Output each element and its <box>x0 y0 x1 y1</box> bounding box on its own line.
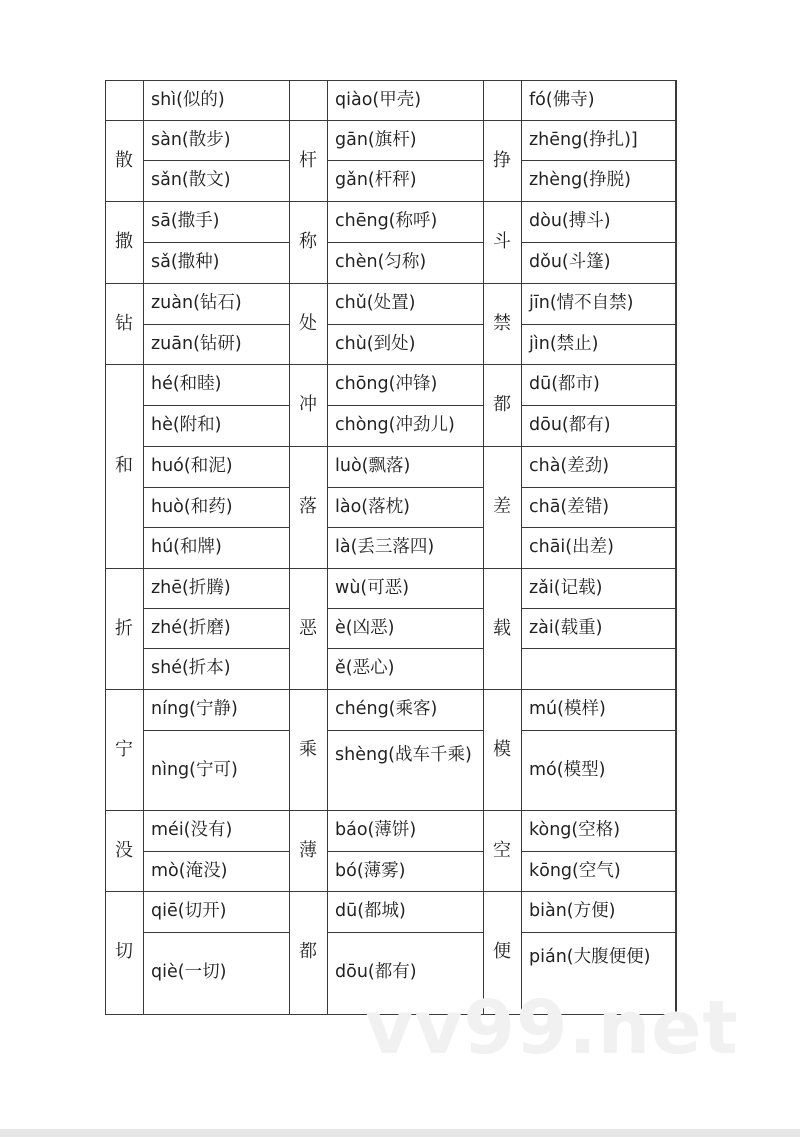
reading-divider <box>521 730 677 731</box>
pronunciation-example: zǎi(记载) <box>529 577 603 598</box>
polyphone-character: 便 <box>493 941 511 963</box>
pronunciation-example: hú(和牌) <box>151 537 222 558</box>
pronunciation-example: mó(模型) <box>529 759 606 780</box>
pronunciation-example: jīn(情不自禁) <box>529 293 634 314</box>
polyphone-character: 称 <box>299 231 317 253</box>
pronunciation-example: sǎn(散文) <box>151 170 231 191</box>
polyphone-character: 空 <box>493 839 511 861</box>
reading-divider <box>521 405 677 406</box>
pronunciation-example: shèng(战车千乘) <box>335 745 472 765</box>
pronunciation-example <box>521 648 676 689</box>
pronunciation-example: hè(附和) <box>151 415 222 436</box>
pronunciation-example: dōu(都有) <box>529 415 611 436</box>
pronunciation-example: chà(差劲) <box>529 456 610 477</box>
reading-divider <box>327 242 484 243</box>
polyphone-character: 挣 <box>493 149 511 171</box>
reading-divider <box>521 932 677 933</box>
polyphone-character: 折 <box>115 617 133 639</box>
pronunciation-example: è(凶恶) <box>335 617 395 638</box>
polyphone-character: 切 <box>115 941 133 963</box>
reading-divider <box>143 242 290 243</box>
reading-divider <box>143 527 290 528</box>
reading-divider <box>521 324 677 325</box>
pronunciation-example: bó(薄雾) <box>335 860 406 881</box>
polyphone-character: 差 <box>493 496 511 518</box>
polyphone-character: 乘 <box>299 738 317 760</box>
reading-divider <box>143 160 290 161</box>
polyphone-character: 和 <box>115 455 133 477</box>
reading-divider <box>143 730 290 731</box>
pronunciation-example: kòng(空格) <box>529 820 621 841</box>
pronunciation-example: fó(佛寺) <box>529 89 595 110</box>
pronunciation-example: chēng(称呼) <box>335 211 438 232</box>
polyphone-character <box>105 80 143 120</box>
pronunciation-example: dǒu(斗篷) <box>529 252 611 273</box>
pronunciation-example: huó(和泥) <box>151 456 233 477</box>
pronunciation-example: là(丢三落四) <box>335 537 435 558</box>
polyphone-character <box>289 80 327 120</box>
pronunciation-example: méi(没有) <box>151 820 233 841</box>
polyphone-character: 处 <box>299 312 317 334</box>
polyphone-character: 宁 <box>115 738 133 760</box>
watermark: vv99.net <box>365 985 739 1071</box>
pronunciation-example: dòu(搏斗) <box>529 211 611 232</box>
pronunciation-example: dōu(都有) <box>335 962 417 983</box>
pronunciation-example: zài(载重) <box>529 617 603 638</box>
reading-divider <box>327 932 484 933</box>
pronunciation-example: hé(和睦) <box>151 374 222 395</box>
pronunciation-example: biàn(方便) <box>529 901 616 922</box>
pronunciation-example: chǔ(处置) <box>335 293 416 314</box>
polyphone-character: 杆 <box>299 149 317 171</box>
polyphone-character: 薄 <box>299 839 317 861</box>
pronunciation-example: chā(差错) <box>529 496 610 517</box>
reading-divider <box>327 324 484 325</box>
reading-divider <box>143 405 290 406</box>
pronunciation-example: qiào(甲壳) <box>335 89 422 110</box>
pronunciation-example: shé(折本) <box>151 658 231 679</box>
pronunciation-example: chù(到处) <box>335 333 416 354</box>
pronunciation-example: lào(落枕) <box>335 496 410 517</box>
pronunciation-example: sā(撒手) <box>151 211 220 232</box>
pronunciation-example: mú(模样) <box>529 699 606 720</box>
pronunciation-example: chéng(乘客) <box>335 699 438 720</box>
polyphone-character: 都 <box>493 394 511 416</box>
polyphone-character: 载 <box>493 617 511 639</box>
reading-divider <box>327 730 484 731</box>
polyphone-character: 冲 <box>299 394 317 416</box>
pronunciation-example: zhé(折磨) <box>151 617 231 638</box>
polyphone-character <box>483 80 521 120</box>
reading-divider <box>327 608 484 609</box>
polyphone-character: 散 <box>115 149 133 171</box>
pronunciation-example: shì(似的) <box>151 89 225 110</box>
reading-divider <box>327 405 484 406</box>
pronunciation-example: qiè(一切) <box>151 962 227 983</box>
pronunciation-example: zhē(折腾) <box>151 577 231 598</box>
pronunciation-example: sàn(散步) <box>151 129 231 150</box>
pronunciation-example: wù(可恶) <box>335 577 410 598</box>
reading-divider <box>327 851 484 852</box>
reading-divider <box>143 932 290 933</box>
pronunciation-example: qiē(切开) <box>151 901 227 922</box>
pronunciation-example: chōng(冲锋) <box>335 374 438 395</box>
pronunciation-example: báo(薄饼) <box>335 820 417 841</box>
reading-divider <box>521 608 677 609</box>
reading-divider <box>521 851 677 852</box>
reading-divider <box>143 851 290 852</box>
reading-divider <box>143 648 290 649</box>
polyphone-character: 落 <box>299 496 317 518</box>
polyphone-character: 撒 <box>115 231 133 253</box>
pronunciation-example: gān(旗杆) <box>335 129 417 150</box>
reading-divider <box>143 487 290 488</box>
reading-divider <box>143 324 290 325</box>
reading-divider <box>143 446 290 447</box>
reading-divider <box>327 160 484 161</box>
reading-divider <box>521 160 677 161</box>
reading-divider <box>143 608 290 609</box>
pronunciation-example: zhèng(挣脱) <box>529 170 631 191</box>
reading-divider <box>521 527 677 528</box>
pronunciation-example: luò(飘落) <box>335 456 411 477</box>
reading-divider <box>327 527 484 528</box>
page-bottom-edge <box>0 1129 800 1137</box>
polyphone-character: 没 <box>115 839 133 861</box>
pronunciation-example: zuān(钻研) <box>151 333 242 354</box>
reading-divider <box>521 487 677 488</box>
pronunciation-example: nìng(宁可) <box>151 759 238 780</box>
pronunciation-example: chòng(冲劲儿) <box>335 415 455 436</box>
polyphone-character: 钻 <box>115 312 133 334</box>
pronunciation-example: níng(宁静) <box>151 699 238 720</box>
pronunciation-example: zuàn(钻石) <box>151 293 242 314</box>
pronunciation-example: sǎ(撒种) <box>151 252 220 273</box>
reading-divider <box>521 648 677 649</box>
polyphone-character: 模 <box>493 738 511 760</box>
pronunciation-example: gǎn(杆秤) <box>335 170 417 191</box>
pronunciation-example: huò(和药) <box>151 496 233 517</box>
pronunciation-example: chāi(出差) <box>529 537 614 558</box>
polyphone-character: 斗 <box>493 231 511 253</box>
polyphone-character: 都 <box>299 941 317 963</box>
polyphone-character: 恶 <box>299 617 317 639</box>
table-vline <box>676 80 677 1015</box>
pronunciation-example: kōng(空气) <box>529 860 621 881</box>
pronunciation-example: zhēng(挣扎)] <box>529 129 638 150</box>
pronunciation-example: jìn(禁止) <box>529 333 599 354</box>
reading-divider <box>521 242 677 243</box>
pronunciation-example: dū(都城) <box>335 901 406 922</box>
pronunciation-example: ě(恶心) <box>335 658 395 679</box>
pronunciation-example: pián(大腹便便) <box>529 947 651 967</box>
pronunciation-example: mò(淹没) <box>151 860 228 881</box>
reading-divider <box>327 487 484 488</box>
pronunciation-example: dū(都市) <box>529 374 600 395</box>
reading-divider <box>327 648 484 649</box>
polyphonic-characters-table <box>105 80 676 1015</box>
pronunciation-example: chèn(匀称) <box>335 252 427 273</box>
polyphone-character: 禁 <box>493 312 511 334</box>
